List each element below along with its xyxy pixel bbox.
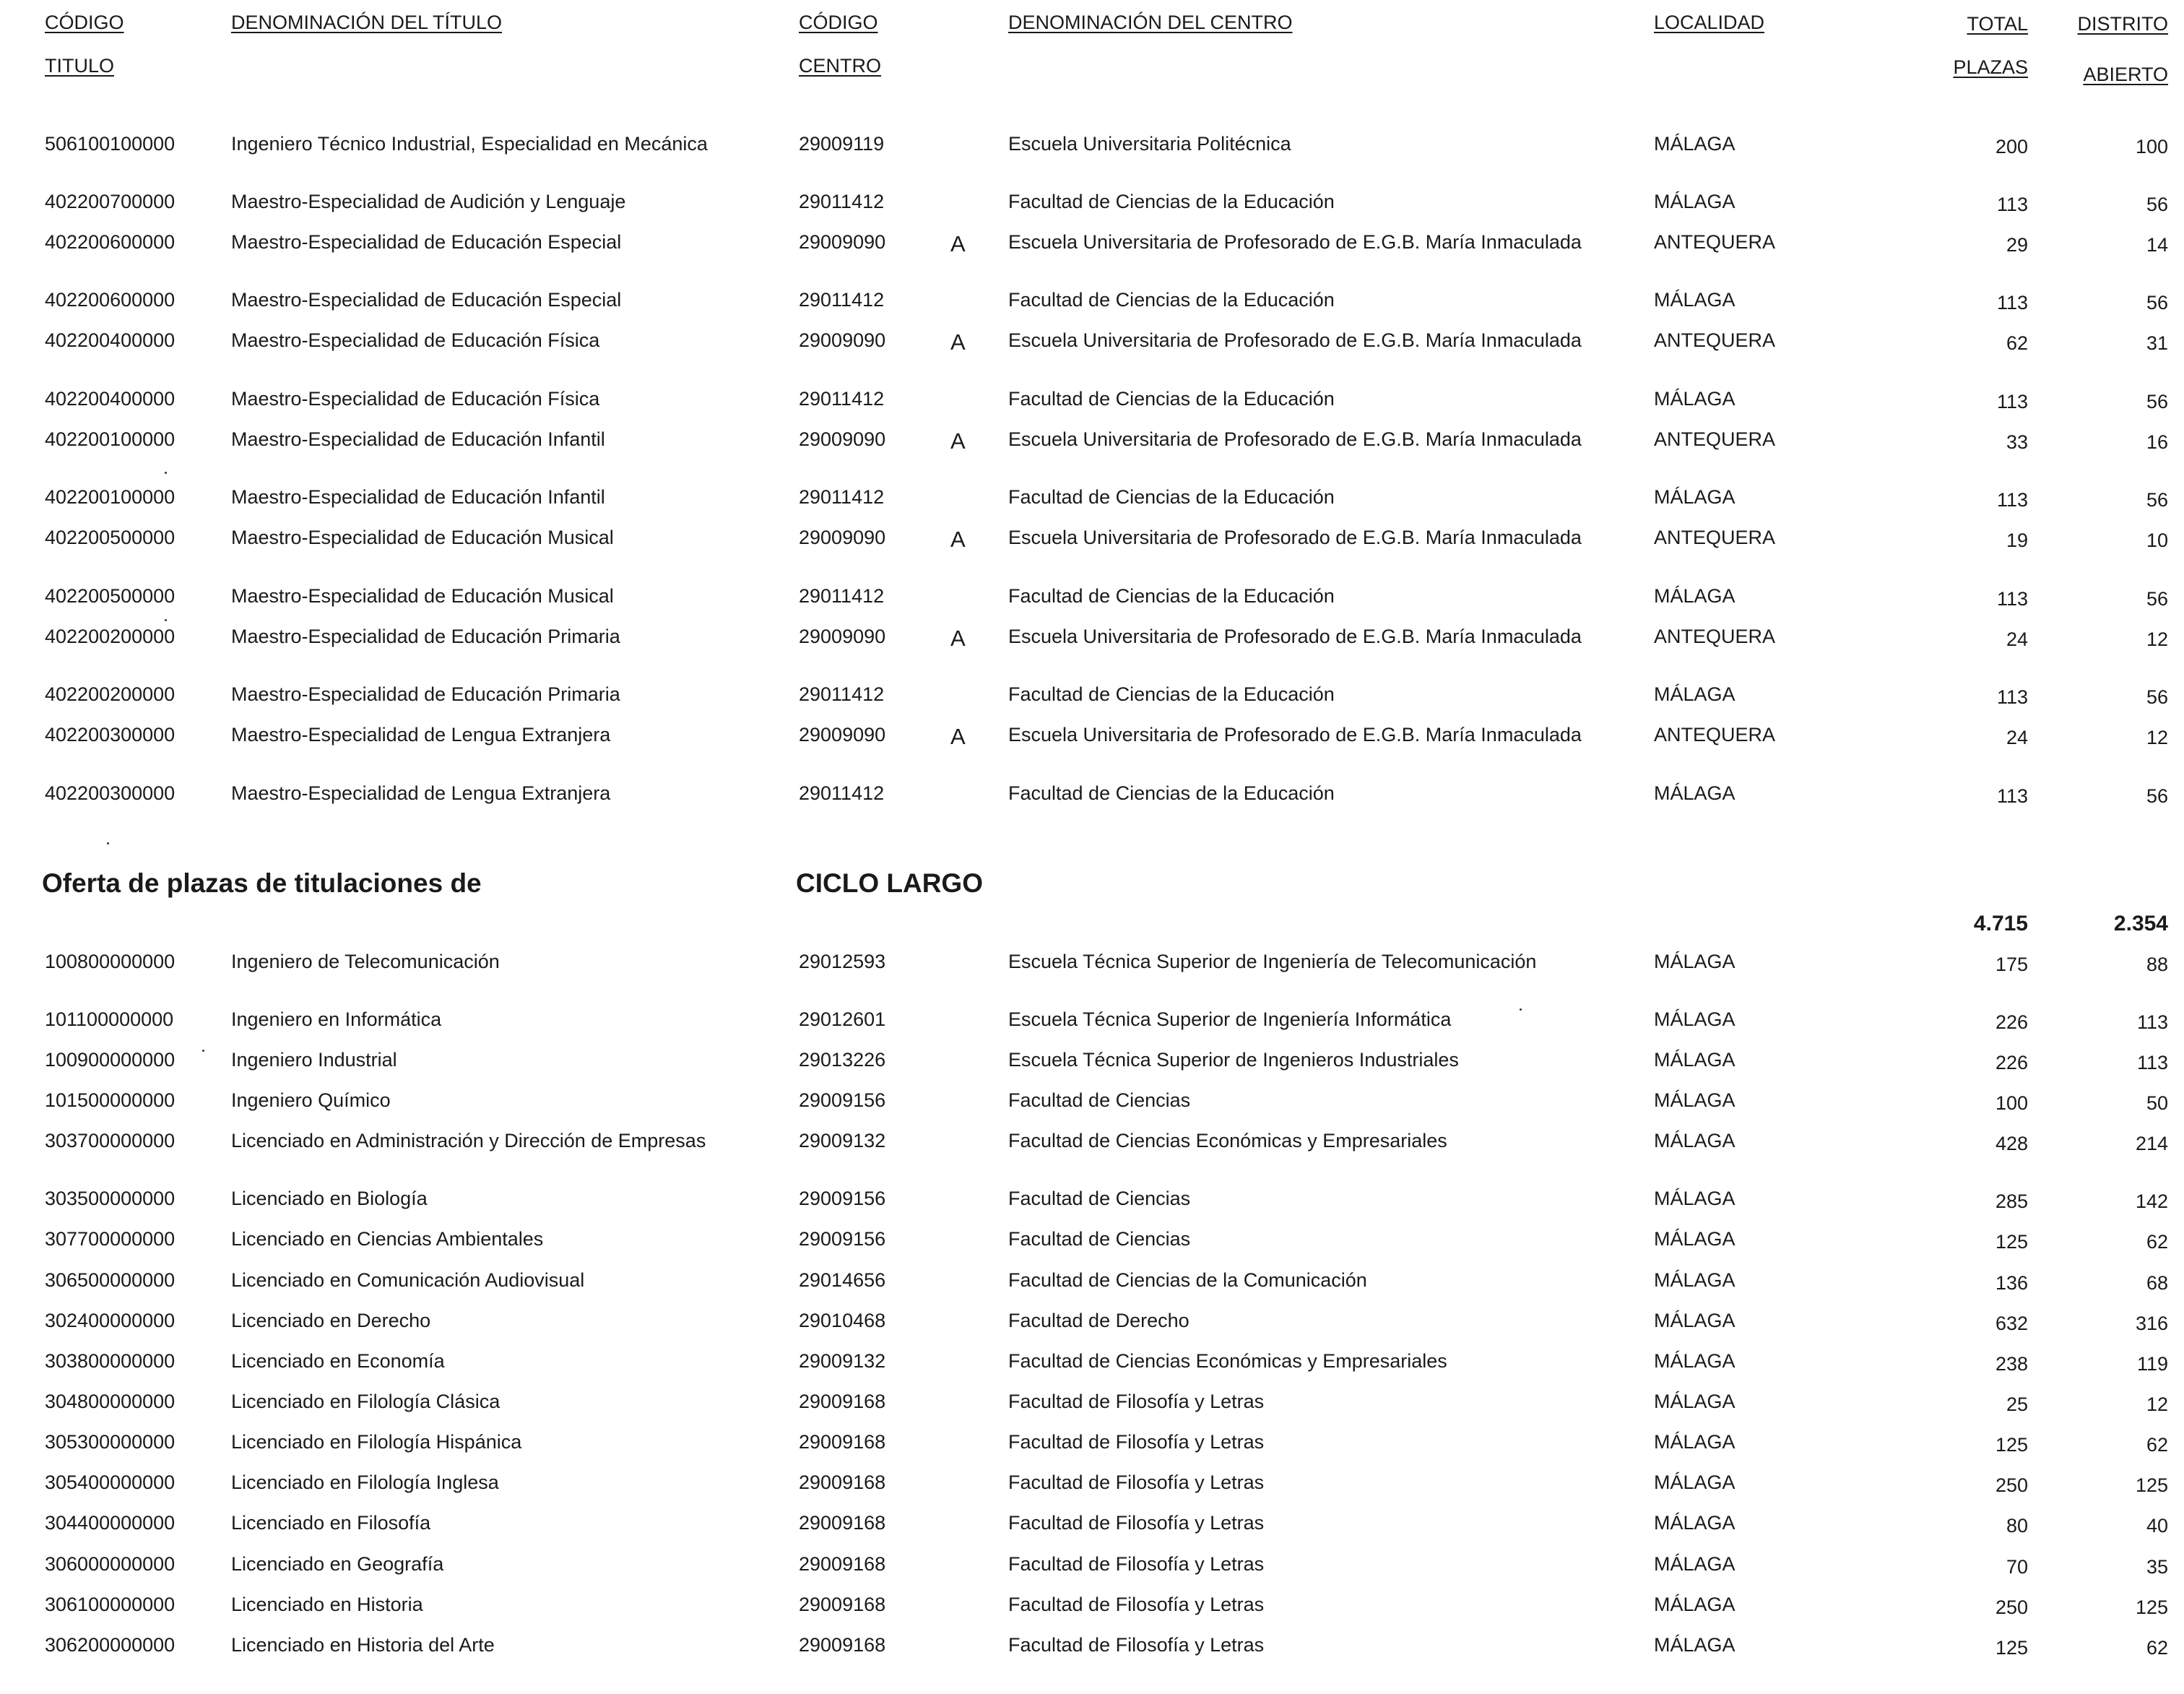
cell-denominacion-titulo: Licenciado en Historia (231, 1594, 423, 1615)
cell-denominacion-titulo: Maestro-Especialidad de Educación Musical (231, 527, 614, 548)
cell-total-plazas: 113 (1996, 292, 2028, 314)
cell-codigo-titulo: 306200000000 (45, 1634, 176, 1656)
cell-localidad: MÁLAGA (1654, 1634, 1736, 1656)
cell-denominacion-titulo: Licenciado en Administración y Dirección de Empresas (231, 1130, 706, 1151)
cell-distrito-abierto: 125 (2135, 1596, 2168, 1618)
cell-codigo-titulo: 305300000000 (45, 1431, 176, 1453)
cell-denominacion-titulo: Maestro-Especialidad de Educación Física (231, 388, 600, 410)
cell-distrito-abierto: 56 (2146, 194, 2168, 215)
cell-total-plazas: 113 (1996, 588, 2028, 610)
cell-total-plazas: 25 (2006, 1393, 2028, 1415)
cell-denominacion-titulo: Maestro-Especialidad de Lengua Extranjera (231, 724, 611, 746)
section-title: Oferta de plazas de titulaciones de (42, 868, 482, 898)
cell-codigo-centro: 29012601 (799, 1008, 886, 1030)
cell-total-plazas: 285 (1995, 1190, 2028, 1212)
cell-denominacion-titulo: Licenciado en Historia del Arte (231, 1634, 495, 1656)
cell-denominacion-centro: Escuela Universitaria de Profesorado de E.G.B. María Inmaculada (1008, 231, 1582, 253)
cell-denominacion-centro: Facultad de Ciencias de la Educación (1008, 486, 1335, 508)
cell-codigo-titulo: 302400000000 (45, 1310, 176, 1331)
cell-denominacion-titulo: Licenciado en Ciencias Ambientales (231, 1228, 544, 1250)
cell-denominacion-titulo: Licenciado en Biología (231, 1188, 428, 1209)
cell-marca: A (950, 527, 966, 552)
cell-denominacion-centro: Facultad de Ciencias de la Educación (1008, 585, 1335, 607)
cell-codigo-centro: 29013226 (799, 1049, 886, 1071)
cell-localidad: MÁLAGA (1654, 1130, 1736, 1151)
header-total-line2: PLAZAS (1953, 56, 2028, 78)
cell-codigo-centro: 29009090 (799, 527, 886, 548)
cell-denominacion-centro: Facultad de Derecho (1008, 1310, 1190, 1331)
cell-denominacion-centro: Facultad de Ciencias de la Educación (1008, 683, 1335, 705)
cell-denominacion-centro: Escuela Universitaria Politécnica (1008, 133, 1291, 155)
cell-codigo-centro: 29009156 (799, 1089, 886, 1111)
cell-total-plazas: 125 (1995, 1637, 2028, 1659)
cell-distrito-abierto: 14 (2146, 234, 2168, 256)
cell-codigo-titulo: 402200500000 (45, 585, 176, 607)
cell-codigo-centro: 29009090 (799, 428, 886, 450)
cell-total-plazas: 19 (2006, 530, 2028, 551)
cell-distrito-abierto: 62 (2146, 1231, 2168, 1253)
cell-total-plazas: 33 (2006, 431, 2028, 453)
cell-codigo-centro: 29011412 (799, 191, 885, 212)
cell-localidad: ANTEQUERA (1654, 428, 1776, 450)
cell-codigo-centro: 29009119 (799, 133, 885, 155)
cell-denominacion-titulo: Licenciado en Comunicación Audiovisual (231, 1269, 585, 1291)
cell-codigo-titulo: 402200300000 (45, 724, 176, 746)
cell-denominacion-titulo: Maestro-Especialidad de Educación Física (231, 329, 600, 351)
cell-denominacion-centro: Escuela Universitaria de Profesorado de E.G.B. María Inmaculada (1008, 329, 1582, 351)
cell-localidad: MÁLAGA (1654, 1472, 1736, 1493)
cell-total-plazas: 238 (1995, 1353, 2028, 1375)
cell-localidad: MÁLAGA (1654, 486, 1736, 508)
cell-codigo-titulo: 402200100000 (45, 428, 176, 450)
cell-total-plazas: 62 (2006, 332, 2028, 354)
cell-codigo-titulo: 402200100000 (45, 486, 176, 508)
cell-denominacion-titulo: Licenciado en Geografía (231, 1553, 444, 1575)
cell-distrito-abierto: 214 (2135, 1133, 2168, 1154)
cell-codigo-titulo: 402200200000 (45, 626, 176, 647)
cell-total-plazas: 113 (1996, 391, 2028, 412)
scan-speck (1520, 1008, 1522, 1011)
cell-denominacion-centro: Facultad de Filosofía y Letras (1008, 1391, 1265, 1412)
cell-distrito-abierto: 31 (2146, 332, 2168, 354)
cell-total-plazas: 70 (2006, 1556, 2028, 1578)
cell-codigo-centro: 29009090 (799, 626, 886, 647)
cell-codigo-centro: 29011412 (799, 486, 885, 508)
cell-total-plazas: 136 (1995, 1272, 2028, 1294)
cell-localidad: ANTEQUERA (1654, 231, 1776, 253)
cell-localidad: ANTEQUERA (1654, 329, 1776, 351)
cell-denominacion-titulo: Ingeniero Químico (231, 1089, 391, 1111)
section-total-plazas: 4.715 (1973, 912, 2028, 935)
cell-codigo-titulo: 101100000000 (45, 1008, 174, 1030)
cell-localidad: MÁLAGA (1654, 1350, 1736, 1372)
cell-total-plazas: 226 (1995, 1011, 2028, 1033)
cell-codigo-titulo: 307700000000 (45, 1228, 176, 1250)
cell-denominacion-titulo: Maestro-Especialidad de Educación Infantil (231, 486, 605, 508)
cell-localidad: MÁLAGA (1654, 683, 1736, 705)
cell-localidad: MÁLAGA (1654, 1310, 1736, 1331)
cell-distrito-abierto: 16 (2146, 431, 2168, 453)
section-total-distrito: 2.354 (2113, 912, 2168, 935)
header-codigo-centro-line1: CÓDIGO (799, 12, 878, 33)
scan-speck (165, 472, 167, 474)
cell-localidad: ANTEQUERA (1654, 626, 1776, 647)
cell-codigo-titulo: 101500000000 (45, 1089, 176, 1111)
cell-codigo-centro: 29011412 (799, 585, 885, 607)
cell-total-plazas: 113 (1996, 194, 2028, 215)
cell-localidad: MÁLAGA (1654, 1049, 1736, 1071)
cell-denominacion-centro: Facultad de Filosofía y Letras (1008, 1512, 1265, 1534)
cell-denominacion-centro: Facultad de Filosofía y Letras (1008, 1472, 1265, 1493)
cell-total-plazas: 80 (2006, 1515, 2028, 1537)
cell-total-plazas: 113 (1996, 686, 2028, 708)
cell-distrito-abierto: 100 (2135, 136, 2168, 157)
cell-denominacion-centro: Facultad de Ciencias (1008, 1228, 1191, 1250)
cell-denominacion-centro: Facultad de Ciencias (1008, 1089, 1191, 1111)
cell-codigo-titulo: 303700000000 (45, 1130, 176, 1151)
cell-denominacion-titulo: Maestro-Especialidad de Educación Primaria (231, 626, 620, 647)
cell-total-plazas: 24 (2006, 727, 2028, 748)
cell-localidad: MÁLAGA (1654, 388, 1736, 410)
cell-total-plazas: 113 (1996, 489, 2028, 511)
cell-codigo-centro: 29009168 (799, 1512, 886, 1534)
cell-denominacion-centro: Escuela Universitaria de Profesorado de E.G.B. María Inmaculada (1008, 428, 1582, 450)
cell-distrito-abierto: 56 (2146, 686, 2168, 708)
cell-distrito-abierto: 56 (2146, 785, 2168, 807)
cell-denominacion-centro: Facultad de Ciencias (1008, 1188, 1191, 1209)
cell-codigo-centro: 29011412 (799, 388, 885, 410)
cell-localidad: MÁLAGA (1654, 1269, 1736, 1291)
cell-codigo-centro: 29010468 (799, 1310, 886, 1331)
cell-codigo-titulo: 306100000000 (45, 1594, 176, 1615)
cell-denominacion-titulo: Licenciado en Filología Inglesa (231, 1472, 499, 1493)
cell-codigo-titulo: 506100100000 (45, 133, 176, 155)
cell-total-plazas: 100 (1995, 1092, 2028, 1114)
cell-total-plazas: 200 (1995, 136, 2028, 157)
cell-denominacion-centro: Facultad de Filosofía y Letras (1008, 1634, 1265, 1656)
cell-codigo-titulo: 305400000000 (45, 1472, 176, 1493)
cell-denominacion-titulo: Maestro-Especialidad de Educación Primaria (231, 683, 620, 705)
cell-distrito-abierto: 12 (2146, 628, 2168, 650)
cell-distrito-abierto: 56 (2146, 588, 2168, 610)
cell-denominacion-titulo: Maestro-Especialidad de Educación Musical (231, 585, 614, 607)
section-cycle: CICLO LARGO (796, 868, 983, 898)
cell-total-plazas: 113 (1996, 785, 2028, 807)
cell-denominacion-titulo: Licenciado en Economía (231, 1350, 445, 1372)
cell-marca: A (950, 231, 966, 256)
header-distrito-line2: ABIERTO (2083, 64, 2168, 85)
cell-total-plazas: 226 (1995, 1052, 2028, 1073)
cell-distrito-abierto: 119 (2136, 1353, 2168, 1375)
cell-localidad: MÁLAGA (1654, 1553, 1736, 1575)
cell-denominacion-centro: Facultad de Ciencias de la Educación (1008, 191, 1335, 212)
cell-codigo-centro: 29009168 (799, 1391, 886, 1412)
cell-denominacion-centro: Facultad de Ciencias de la Educación (1008, 289, 1335, 311)
cell-denominacion-centro: Facultad de Filosofía y Letras (1008, 1553, 1265, 1575)
cell-codigo-centro: 29011412 (799, 683, 885, 705)
cell-denominacion-titulo: Licenciado en Filosofía (231, 1512, 431, 1534)
cell-denominacion-titulo: Licenciado en Filología Hispánica (231, 1431, 522, 1453)
header-codigo-titulo-line2: TITULO (45, 55, 115, 77)
cell-codigo-centro: 29011412 (799, 289, 885, 311)
cell-codigo-centro: 29009168 (799, 1472, 886, 1493)
cell-localidad: MÁLAGA (1654, 1431, 1736, 1453)
cell-localidad: MÁLAGA (1654, 133, 1736, 155)
cell-distrito-abierto: 316 (2135, 1313, 2168, 1334)
scan-speck (165, 619, 167, 621)
cell-localidad: ANTEQUERA (1654, 527, 1776, 548)
cell-total-plazas: 24 (2006, 628, 2028, 650)
cell-denominacion-titulo: Ingeniero en Informática (231, 1008, 442, 1030)
cell-codigo-centro: 29009156 (799, 1188, 886, 1209)
cell-denominacion-centro: Facultad de Ciencias Económicas y Empresariales (1008, 1130, 1447, 1151)
cell-distrito-abierto: 113 (2136, 1011, 2168, 1033)
header-codigo-centro-line2: CENTRO (799, 55, 881, 77)
cell-denominacion-centro: Escuela Universitaria de Profesorado de E.G.B. María Inmaculada (1008, 626, 1582, 647)
cell-codigo-titulo: 100800000000 (45, 951, 176, 972)
cell-localidad: MÁLAGA (1654, 782, 1736, 804)
cell-total-plazas: 175 (1995, 954, 2028, 975)
header-denominacion-titulo: DENOMINACIÓN DEL TÍTULO (231, 12, 503, 33)
cell-marca: A (950, 626, 966, 651)
header-total-line1: TOTAL (1967, 13, 2028, 35)
cell-denominacion-titulo: Licenciado en Derecho (231, 1310, 431, 1331)
cell-codigo-titulo: 402200700000 (45, 191, 176, 212)
cell-localidad: MÁLAGA (1654, 1512, 1736, 1534)
cell-codigo-centro: 29009156 (799, 1228, 886, 1250)
cell-denominacion-centro: Facultad de Ciencias de la Educación (1008, 782, 1335, 804)
cell-total-plazas: 29 (2006, 234, 2028, 256)
cell-denominacion-titulo: Maestro-Especialidad de Lengua Extranjera (231, 782, 611, 804)
cell-codigo-titulo: 303500000000 (45, 1188, 176, 1209)
cell-distrito-abierto: 113 (2136, 1052, 2168, 1073)
cell-codigo-titulo: 402200500000 (45, 527, 176, 548)
cell-codigo-centro: 29009132 (799, 1350, 886, 1372)
cell-codigo-centro: 29009132 (799, 1130, 886, 1151)
cell-distrito-abierto: 56 (2146, 489, 2168, 511)
cell-denominacion-titulo: Maestro-Especialidad de Educación Infantil (231, 428, 605, 450)
cell-total-plazas: 428 (1995, 1133, 2028, 1154)
cell-codigo-centro: 29011412 (799, 782, 885, 804)
cell-denominacion-titulo: Licenciado en Filología Clásica (231, 1391, 500, 1412)
cell-total-plazas: 125 (1995, 1434, 2028, 1456)
cell-denominacion-centro: Escuela Técnica Superior de Ingeniería de Telecomunicación (1008, 951, 1537, 972)
cell-localidad: MÁLAGA (1654, 585, 1736, 607)
cell-codigo-titulo: 402200600000 (45, 231, 176, 253)
cell-denominacion-centro: Facultad de Ciencias de la Comunicación (1008, 1269, 1367, 1291)
header-localidad: LOCALIDAD (1654, 12, 1765, 33)
cell-total-plazas: 125 (1995, 1231, 2028, 1253)
cell-distrito-abierto: 125 (2135, 1474, 2168, 1496)
cell-codigo-titulo: 402200200000 (45, 683, 176, 705)
cell-localidad: MÁLAGA (1654, 951, 1736, 972)
cell-denominacion-centro: Escuela Técnica Superior de Ingeniería Informática (1008, 1008, 1452, 1030)
cell-localidad: MÁLAGA (1654, 1089, 1736, 1111)
header-denominacion-centro: DENOMINACIÓN DEL CENTRO (1008, 12, 1293, 33)
cell-codigo-titulo: 402200400000 (45, 329, 176, 351)
cell-denominacion-centro: Facultad de Ciencias Económicas y Empresariales (1008, 1350, 1447, 1372)
cell-denominacion-titulo: Ingeniero de Telecomunicación (231, 951, 500, 972)
cell-distrito-abierto: 88 (2146, 954, 2168, 975)
cell-denominacion-centro: Escuela Técnica Superior de Ingenieros Industriales (1008, 1049, 1459, 1071)
cell-codigo-centro: 29009168 (799, 1431, 886, 1453)
cell-distrito-abierto: 10 (2146, 530, 2168, 551)
header-distrito-line1: DISTRITO (2077, 13, 2168, 35)
cell-codigo-titulo: 306000000000 (45, 1553, 176, 1575)
header-codigo-titulo-line1: CÓDIGO (45, 12, 124, 33)
cell-denominacion-titulo: Ingeniero Técnico Industrial, Especialidad en Mecánica (231, 133, 708, 155)
cell-distrito-abierto: 50 (2146, 1092, 2168, 1114)
cell-localidad: MÁLAGA (1654, 1008, 1736, 1030)
cell-denominacion-centro: Facultad de Filosofía y Letras (1008, 1431, 1265, 1453)
scan-speck (202, 1050, 204, 1052)
cell-marca: A (950, 428, 966, 454)
cell-distrito-abierto: 12 (2146, 1393, 2168, 1415)
cell-codigo-titulo: 304400000000 (45, 1512, 176, 1534)
cell-localidad: ANTEQUERA (1654, 724, 1776, 746)
cell-total-plazas: 250 (1995, 1596, 2028, 1618)
cell-marca: A (950, 329, 966, 355)
cell-codigo-centro: 29009168 (799, 1634, 886, 1656)
cell-denominacion-titulo: Maestro-Especialidad de Educación Especial (231, 289, 622, 311)
cell-codigo-titulo: 402200600000 (45, 289, 176, 311)
cell-codigo-titulo: 306500000000 (45, 1269, 176, 1291)
cell-localidad: MÁLAGA (1654, 191, 1736, 212)
cell-codigo-titulo: 304800000000 (45, 1391, 176, 1412)
cell-localidad: MÁLAGA (1654, 1594, 1736, 1615)
cell-denominacion-titulo: Maestro-Especialidad de Educación Especial (231, 231, 622, 253)
cell-codigo-centro: 29009168 (799, 1553, 886, 1575)
cell-denominacion-titulo: Maestro-Especialidad de Audición y Lenguaje (231, 191, 626, 212)
cell-codigo-centro: 29012593 (799, 951, 886, 972)
cell-distrito-abierto: 35 (2146, 1556, 2168, 1578)
cell-codigo-centro: 29009090 (799, 724, 886, 746)
cell-distrito-abierto: 142 (2135, 1190, 2168, 1212)
cell-distrito-abierto: 56 (2146, 391, 2168, 412)
cell-denominacion-centro: Escuela Universitaria de Profesorado de E.G.B. María Inmaculada (1008, 724, 1582, 746)
cell-total-plazas: 632 (1995, 1313, 2028, 1334)
cell-denominacion-centro: Escuela Universitaria de Profesorado de E.G.B. María Inmaculada (1008, 527, 1582, 548)
cell-denominacion-centro: Facultad de Filosofía y Letras (1008, 1594, 1265, 1615)
cell-codigo-titulo: 303800000000 (45, 1350, 176, 1372)
cell-distrito-abierto: 12 (2146, 727, 2168, 748)
cell-distrito-abierto: 68 (2146, 1272, 2168, 1294)
cell-codigo-centro: 29009090 (799, 329, 886, 351)
cell-codigo-centro: 29009168 (799, 1594, 886, 1615)
cell-localidad: MÁLAGA (1654, 1228, 1736, 1250)
cell-localidad: MÁLAGA (1654, 1391, 1736, 1412)
cell-distrito-abierto: 40 (2146, 1515, 2168, 1537)
cell-distrito-abierto: 62 (2146, 1434, 2168, 1456)
cell-localidad: MÁLAGA (1654, 289, 1736, 311)
scan-speck (107, 842, 109, 844)
cell-localidad: MÁLAGA (1654, 1188, 1736, 1209)
cell-marca: A (950, 724, 966, 749)
cell-distrito-abierto: 56 (2146, 292, 2168, 314)
cell-denominacion-titulo: Ingeniero Industrial (231, 1049, 397, 1071)
cell-total-plazas: 250 (1995, 1474, 2028, 1496)
cell-codigo-titulo: 402200400000 (45, 388, 176, 410)
cell-codigo-centro: 29009090 (799, 231, 886, 253)
cell-distrito-abierto: 62 (2146, 1637, 2168, 1659)
cell-codigo-titulo: 402200300000 (45, 782, 176, 804)
cell-codigo-centro: 29014656 (799, 1269, 886, 1291)
cell-denominacion-centro: Facultad de Ciencias de la Educación (1008, 388, 1335, 410)
cell-codigo-titulo: 100900000000 (45, 1049, 176, 1071)
